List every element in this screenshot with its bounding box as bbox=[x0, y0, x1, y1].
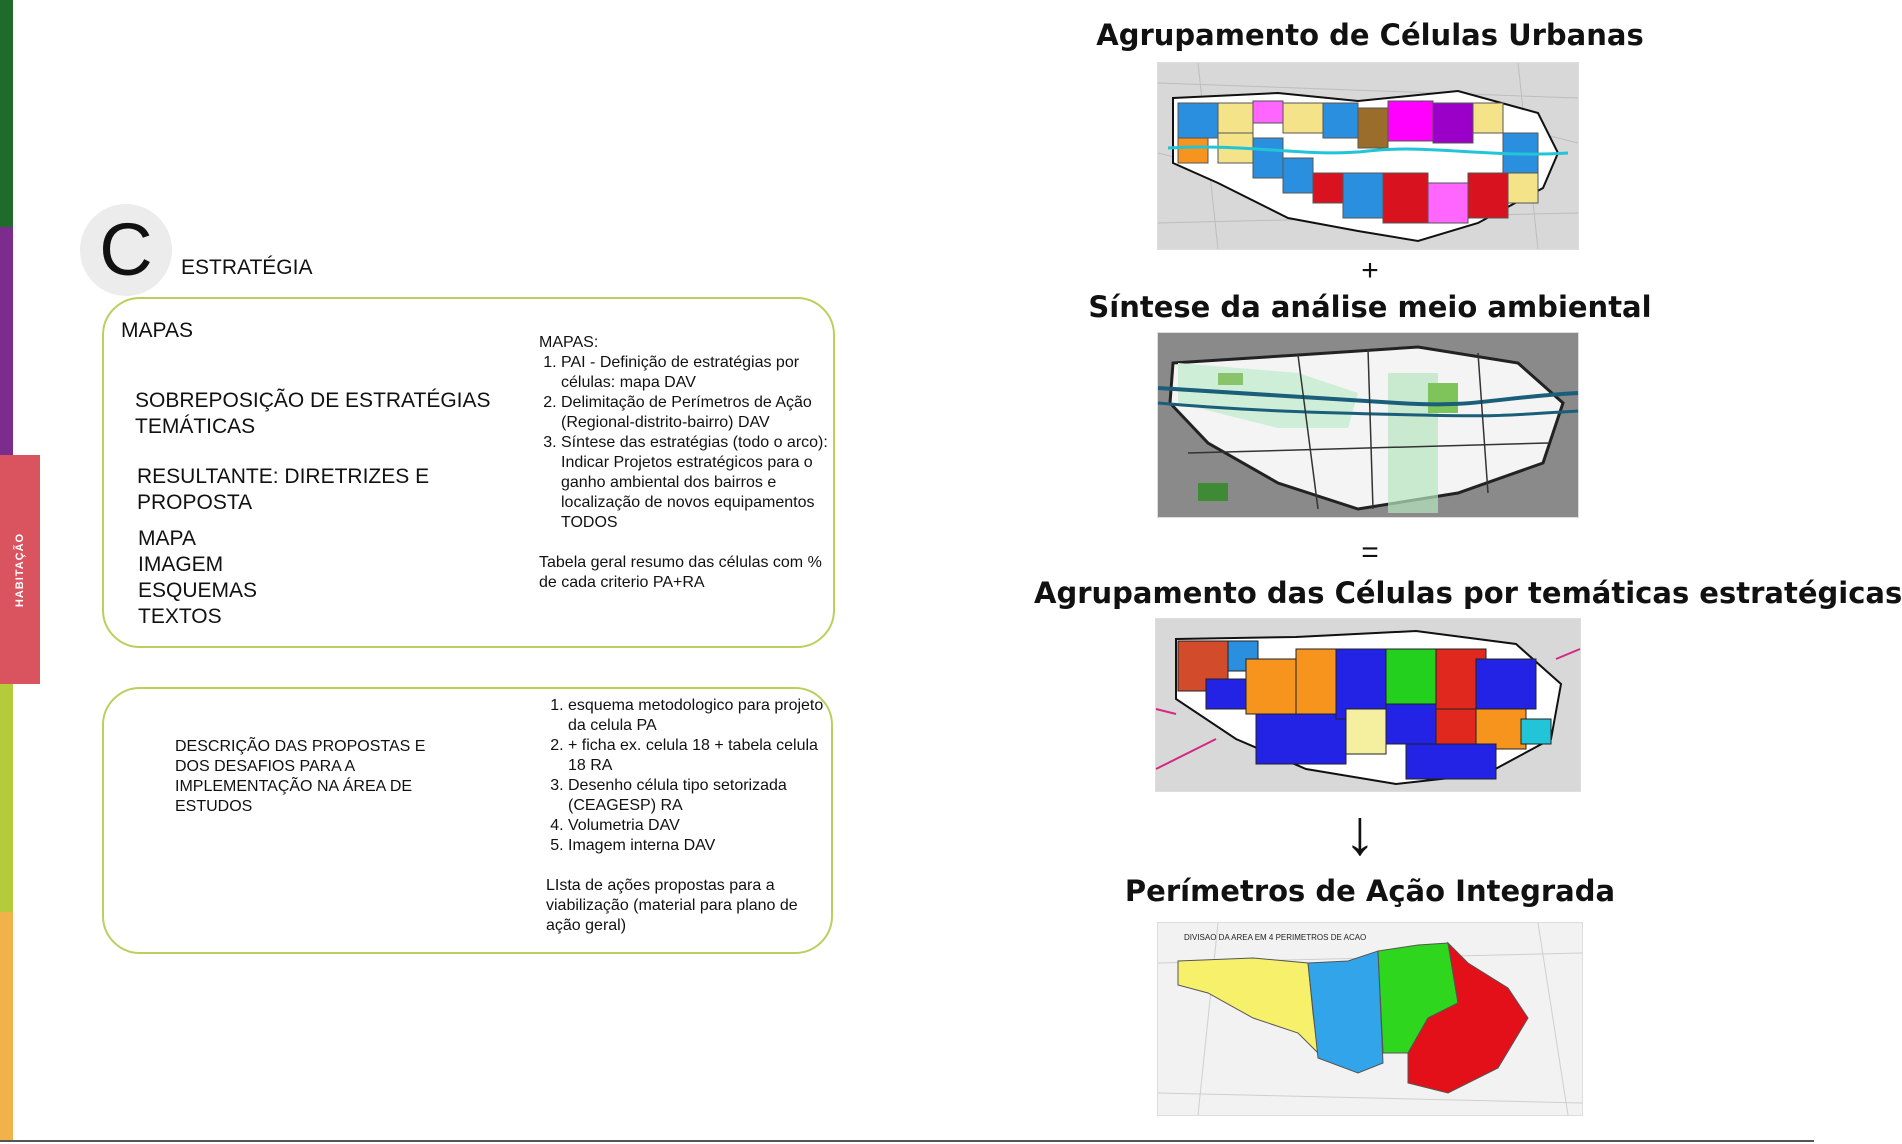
heading-urban-cells: Agrupamento de Células Urbanas bbox=[1096, 18, 1644, 52]
section-letter-badge: C bbox=[80, 204, 172, 296]
deliverable-item: TEXTOS bbox=[138, 605, 222, 628]
heading-thematic-grouping: Agrupamento das Células por temáticas estratégicas bbox=[1034, 576, 1902, 610]
section-title: ESTRATÉGIA bbox=[181, 256, 313, 279]
result-line-1: RESULTANTE: DIRETRIZES E bbox=[137, 465, 430, 488]
overlay-line-1: SOBREPOSIÇÃO DE ESTRATÉGIAS bbox=[135, 389, 491, 412]
stripe-lime bbox=[0, 684, 13, 912]
maps-detail-item: 3. Síntese das estratégias (todo o arco): Indicar Projetos estratégicos para o ganho ambiental dos bairros e localização de novos equipamentos TODOS bbox=[561, 433, 829, 533]
proposals-description: DESCRIÇÃO DAS PROPOSTAS E DOS DESAFIOS PARA A IMPLEMENTAÇÃO NA ÁREA DE ESTUDOS bbox=[175, 738, 426, 815]
deliverable-item: ESQUEMAS bbox=[138, 579, 258, 602]
plus-sign: + bbox=[1361, 254, 1379, 287]
maps-detail bbox=[539, 333, 829, 593]
heading-env-synthesis: Síntese da análise meio ambiental bbox=[1088, 290, 1652, 324]
proposals-detail bbox=[546, 696, 826, 936]
stripe-orange bbox=[0, 912, 13, 1140]
proposals-item: 5. Imagem interna DAV bbox=[568, 836, 826, 856]
overlay-label bbox=[135, 388, 491, 440]
thematic-grouping-map bbox=[1155, 618, 1581, 792]
stripe-purple bbox=[0, 227, 13, 455]
side-tab-label: HABITAÇÃO bbox=[14, 532, 26, 607]
maps-detail-item: 2. Delimitação de Perímetros de Ação (Regional-distrito-bairro) DAV bbox=[561, 393, 829, 433]
maps-label: MAPAS bbox=[121, 319, 193, 342]
equals-sign: = bbox=[1361, 536, 1379, 569]
deliverable-item: IMAGEM bbox=[138, 553, 224, 576]
action-perimeters-map bbox=[1157, 922, 1583, 1116]
proposals-item: 3. Desenho célula tipo setorizada (CEAGESP) RA bbox=[568, 776, 826, 816]
maps-detail-note: Tabela geral resumo das células com % de cada criterio PA+RA bbox=[539, 554, 822, 591]
heading-action-perimeters: Perímetros de Ação Integrada bbox=[1124, 874, 1616, 908]
deliverable-item: MAPA bbox=[138, 527, 196, 550]
env-synthesis-map bbox=[1157, 332, 1579, 518]
proposals-item: 4. Volumetria DAV bbox=[568, 816, 826, 836]
side-tab-habitacao[interactable] bbox=[0, 455, 40, 684]
proposals-list bbox=[546, 696, 826, 856]
proposals-item: 2. + ficha ex. celula 18 + tabela celula 18 RA bbox=[568, 736, 826, 776]
deliverables-list bbox=[138, 526, 257, 630]
action-perimeters-map-svg bbox=[1158, 923, 1582, 1115]
stripe-green bbox=[0, 0, 13, 227]
maps-detail-list bbox=[539, 353, 829, 533]
result-label bbox=[137, 464, 429, 516]
action-perimeters-caption: DIVISAO DA AREA EM 4 PERIMETROS DE ACAO bbox=[1184, 933, 1367, 942]
proposals-item: 1. esquema metodologico para projeto da celula PA bbox=[568, 696, 826, 736]
maps-detail-item: 1. PAI - Definição de estratégias por células: mapa DAV bbox=[561, 353, 829, 393]
urban-cells-map-svg bbox=[1158, 63, 1578, 249]
thematic-grouping-map-svg bbox=[1156, 619, 1580, 791]
result-line-2: PROPOSTA bbox=[137, 491, 253, 514]
maps-detail-heading: MAPAS: bbox=[539, 334, 599, 351]
urban-cells-map bbox=[1157, 62, 1579, 250]
proposals-note: LIsta de ações propostas para a viabilização (material para plano de ação geral) bbox=[546, 877, 798, 934]
bottom-rule bbox=[0, 1140, 1814, 1142]
down-arrow: ↓ bbox=[1344, 796, 1376, 868]
overlay-line-2: TEMÁTICAS bbox=[135, 415, 256, 438]
env-synthesis-map-svg bbox=[1158, 333, 1578, 517]
